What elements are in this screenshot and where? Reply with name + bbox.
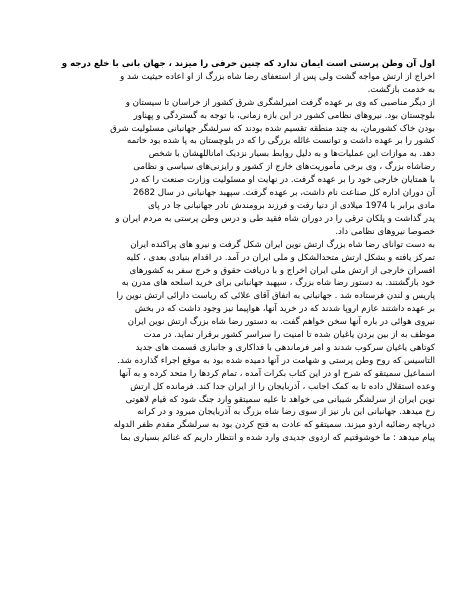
text-line: به دست توانای رضا شاه بزرگ ارتش نوین ایران شکل گرفت و نیرو های پراکنده ایران bbox=[130, 239, 435, 250]
text-line: آن دوران اداره کل صناعت نام داشت، بر عهده گرفت. سپهبد جهانبانی در سال 2682 bbox=[133, 188, 435, 199]
text-line: اسماعیل سمیتقو که شرح او در این کتاب بکرات آمده ، تمام کردها را متحد کرده و به آنها bbox=[119, 368, 435, 379]
text-line: کشور را بر عهده داشت و توانست غائله بزرگی را که در بلوچستان به پا شده بود خاتمه bbox=[127, 136, 435, 147]
text-line: التاسیس که روح وطن پرستی و شهامت در آنها دمیده شده بود به موقع اجراء گذارده شد. bbox=[117, 355, 435, 366]
text-line: دهد. به موازات این عملیات‌ها و به دلیل روابط بسیار نزدیک اماناللهشان با شخص bbox=[148, 149, 435, 160]
text-line: با همتایان خارجی خود را بر عهده گرفت. در نهایت او مسئولیت وزارت صنعت را که در bbox=[130, 175, 435, 186]
text-line: بودن خاک کشورمان، به چند منطقه تقسیم شده بودند که سرلشگر جهانبانی مسئولیت شرق bbox=[110, 123, 435, 134]
text-line: بر عهده داشتند عازم اروپا شدند که در خرید آنها، هواپیما نیز وجود داشت که در بخش bbox=[134, 304, 435, 315]
text-line: از دیگر مناصبی که وی بر عهده گرفت امیرلشگری شرق کشور از خراسان تا سیستان و bbox=[125, 97, 435, 108]
text-line: خود بازگشتند. به دستور رضا شاه بزرگ ، سپهبد جهانبانی برای خرید اسلحه های مدرن به bbox=[121, 278, 435, 289]
text-line: مادی برابر با 1974 میلادی از دنیا رفت و فرزند برومندش نادر جهانبانی جا در پای bbox=[147, 200, 435, 211]
text-line: نوین ایران از سرلشگر شیبانی می خواهد تا علیه سمیتقو وارد جنگ شود که قیام لاهوتی bbox=[125, 394, 435, 405]
text-line: رخ میدهد. جهانبانی این بار نیز از سوی رضا شاه بزرگ به آذربایجان میرود و در کرانه bbox=[137, 407, 435, 418]
text-line: موظف به از بین بردن یاغیان شده تا امنیت را سراسر کشور برقرار نماید. در مدت bbox=[143, 330, 435, 341]
text-line: پاریس و لندن فرستاده شد . جهانبانی به اتفاق آقای علائی که ریاست دارائی ارتش نوین را bbox=[116, 291, 435, 302]
text-line: وعده استقلال داده تا به کمک اجانب ، آذربایجان را از ایران جدا کند. فرمانده کل ارتش bbox=[130, 381, 435, 392]
text-line: افسران خارجی از ارتش ملی ایران اخراج و با دریافت حقوق و خرج سفر به کشورهای bbox=[129, 265, 435, 276]
text-line: خصوصا نیروهای نظامی داد. bbox=[335, 226, 435, 237]
text-line: دریاچه رضائیه اردو میزند. سمیتقو که عادت به فتح کردن بود به سرلشگر مقدم ظفر الدوله bbox=[113, 420, 435, 431]
text-line: نیروی هوائی در باره آنها سخن خواهم گفت. به دستور رضا شاه بزرگ ارتش نوین ایران bbox=[127, 317, 435, 328]
text-line: بلوچستان بود. نیروهای نظامی کشور در این بازه زمانی، با توجه به گستردگی و پهناور bbox=[133, 110, 435, 121]
text-line: به خدمت بازگشت. bbox=[367, 84, 435, 95]
document-body-text bbox=[28, 58, 435, 445]
text-line: پیام میدهد : ما خوشوقتیم که اردوی جدیدی وارد شده و انتظار داریم که غنائم بسیاری بما bbox=[120, 433, 435, 444]
text-line: اخراج از ارتش مواجه گشت ولی پس از استعفای رضا شاه بزرگ از او اعاده حیثیت شد و bbox=[120, 71, 435, 82]
text-line: رضاشاه بزرگ ، وی برخی مأموریت‌های خارج از کشور و رایزنی‌های سیاسی و نظامی bbox=[133, 162, 435, 173]
text-line: تمرکز یافته و بشکل ارتش متحدالشکل و ملی ایران در آمد. در اقدام بنیادی بعدی ، کلیه bbox=[126, 252, 435, 263]
text-line: اول آن وطن پرستی است ایمان ندارد که چنین حرفی را میزند ، جهان بانی با خلع درجه و bbox=[61, 59, 435, 69]
text-line: پدر گذاشت و پلکان ترقی را در دوران شاه فقید طی و درس وطن پرستی به مردم ایران و bbox=[115, 213, 435, 224]
text-line: کوتاهی یاغیان سرکوب شدند و امر فرماندهی با فداکاری و جانبازی قسمت های جدید bbox=[135, 342, 435, 353]
